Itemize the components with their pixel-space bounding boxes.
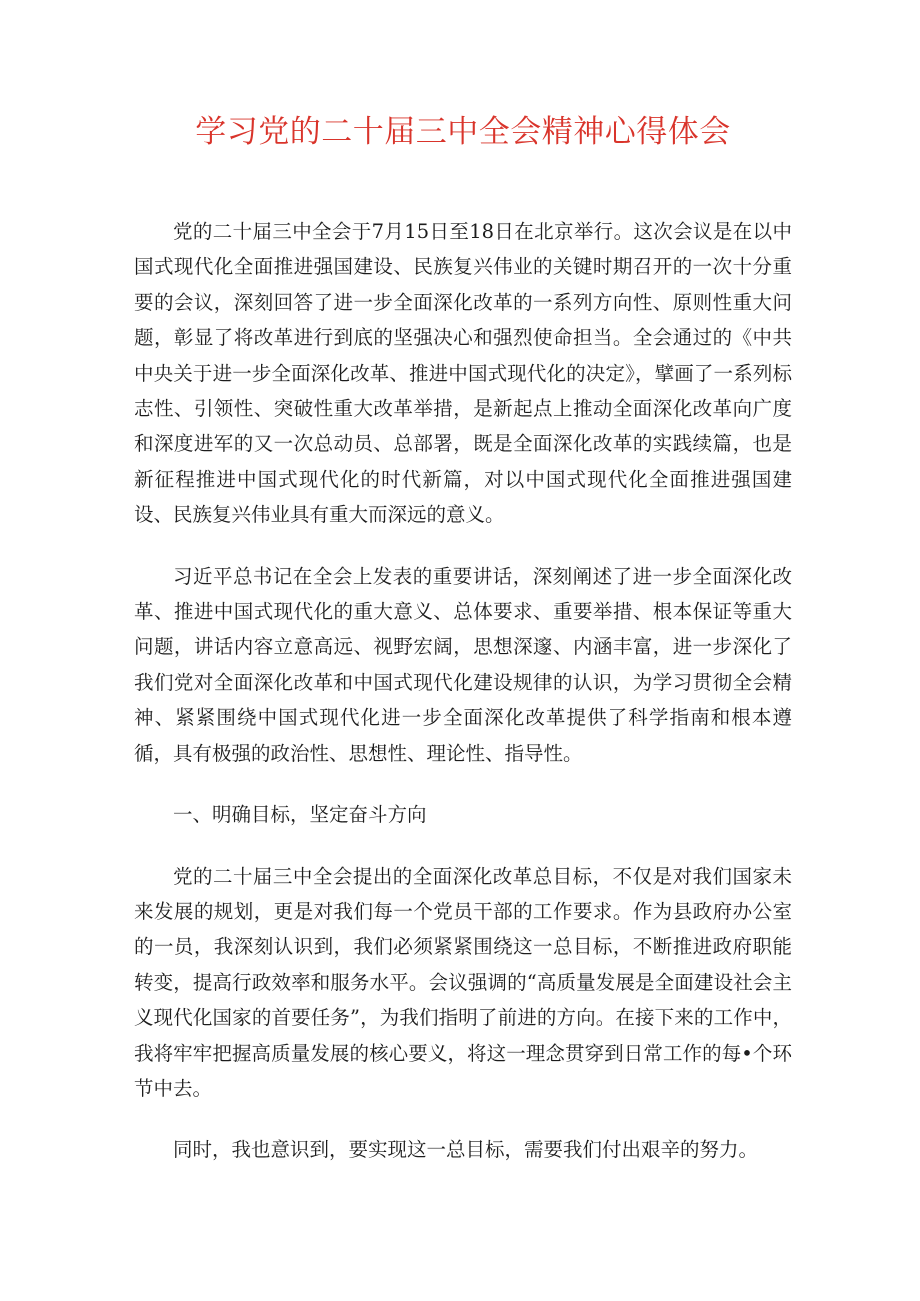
document-title: 学习党的二十届三中全会精神心得体会 xyxy=(195,114,731,150)
paragraph-intro: 党的二十届三中全会于7月15日至18日在北京举行。这次会议是在以中国式现代化全面推进强国建设、民族复兴伟业的关键时期召开的一次十分重要的会议，深刻回答了进一步全面深化改革的一系列方向性、原则性重大问题，彰显了将改革进行到底的坚强决心和强烈使命担当。全会通过的《中共中央关于进一步全面深化改革、推进中国式现代化的决定》，擘画了一系列标志性、引领性、突破性重大改革举措，是新起点上推动全面深化改革向广度和深度进军的又一次总动员、总部署，既是全面深化改革的实践续篇，也是新征程推进中国式现代化的时代新篇，对以中国式现代化全面推进强国建设、民族复兴伟业具有重大而深远的意义。 xyxy=(134,220,792,527)
paragraph-effort: 同时，我也意识到，要实现这一总目标，需要我们付出艰辛的努力。 xyxy=(173,1138,759,1162)
paragraph-speech: 习近平总书记在全会上发表的重要讲话，深刻阐述了进一步全面深化改革、推进中国式现代化的重大意义、总体要求、重要举措、根本保证等重大问题，讲话内容立意高远、视野宏阔，思想深邃、内涵丰富，进一步深化了我们党对全面深化改革和中国式现代化建设规律的认识，为学习贯彻全会精神、紧紧围绕中国式现代化进一步全面深化改革提供了科学指南和根本遵循，具有极强的政治性、思想性、理论性、指导性。 xyxy=(134,564,792,765)
paragraph-goal: 党的二十届三中全会提出的全面深化改革总目标，不仅是对我们国家未来发展的规划，更是对我们每一个党员干部的工作要求。作为县政府办公室的一员，我深刻认识到，我们必须紧紧围绕这一总目标，不断推进政府职能转变，提高行政效率和服务水平。会议强调的“高质量发展是全面建设社会主义现代化国家的首要任务”，为我们指明了前进的方向。在接下来的工作中，我将牢牢把握高质量发展的核心要义，将这一理念贯穿到日常工作的每•个环节中去。 xyxy=(134,864,792,1100)
section-heading-1: 一、明确目标，坚定奋斗方向 xyxy=(173,803,427,827)
